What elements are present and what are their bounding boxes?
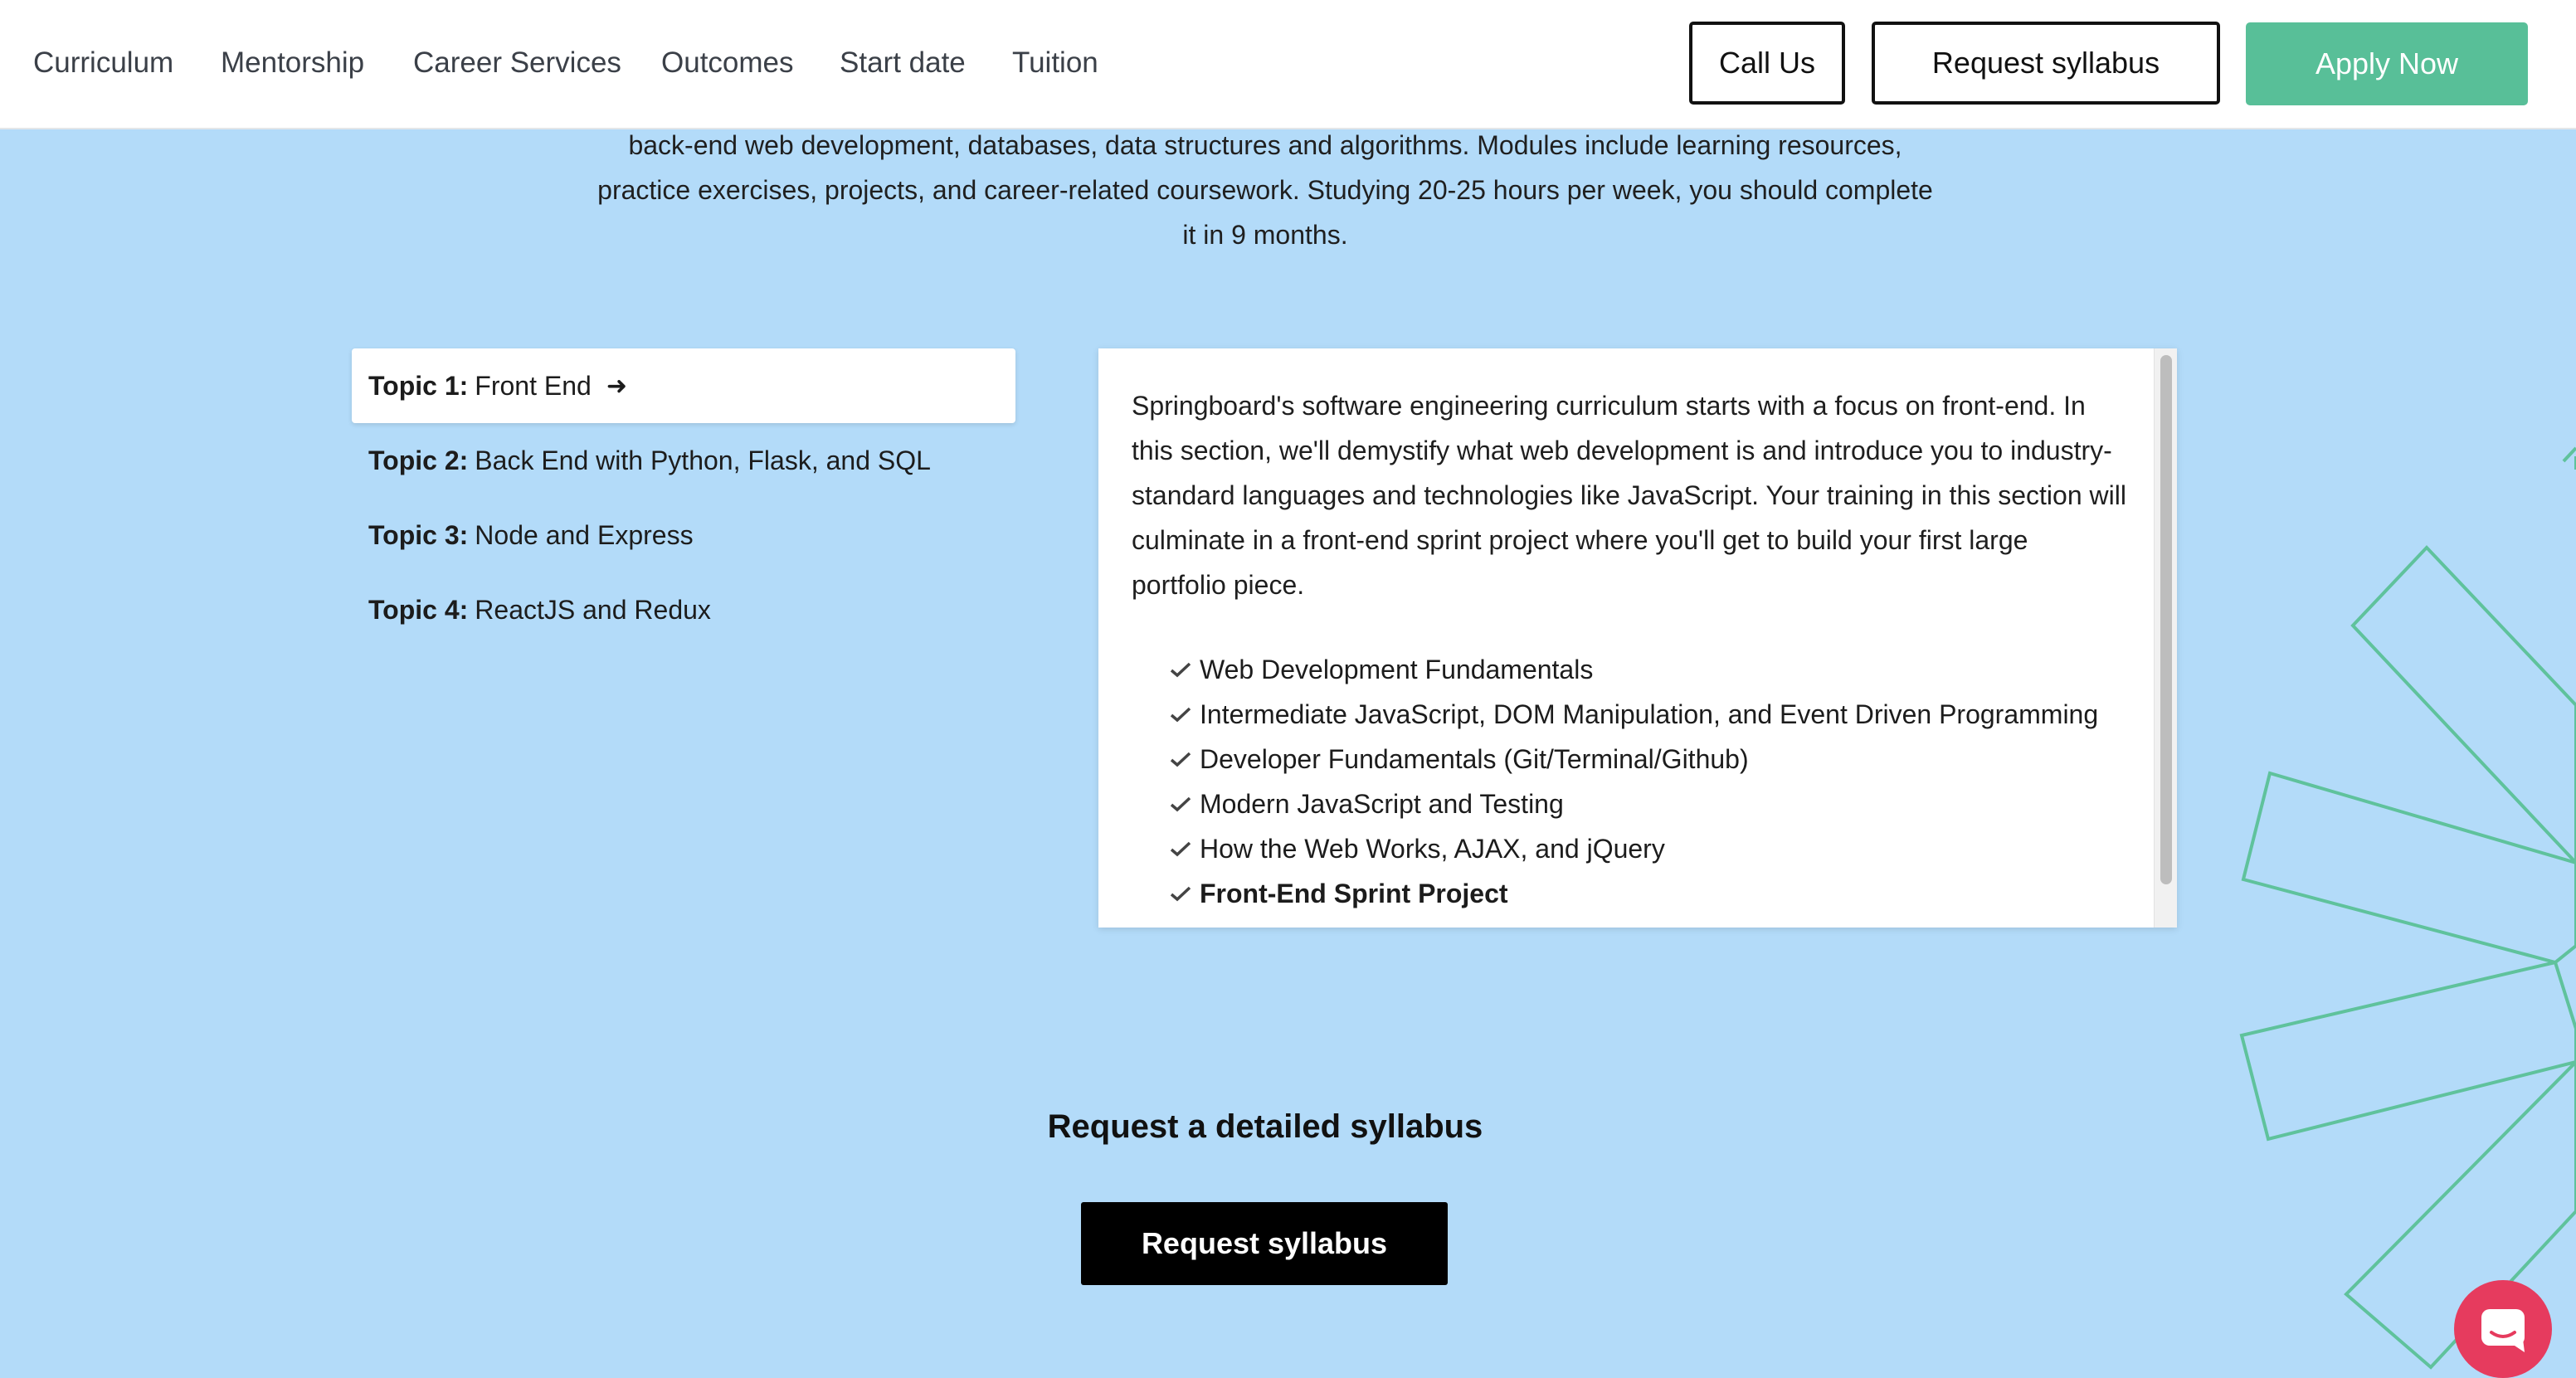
intro-line: it in 9 months. — [1182, 220, 1348, 250]
curriculum-intro — [597, 123, 1933, 257]
topic-tab-node-express[interactable] — [352, 498, 1015, 572]
intro-line: practice exercises, projects, and career-related coursework. Studying 20-25 hours per week, you should complete — [597, 175, 1933, 205]
topic-content-panel — [1098, 348, 2177, 928]
topic-number: Topic 2: — [368, 445, 469, 475]
topic-tab-back-end[interactable] — [352, 423, 1015, 498]
module-list — [1170, 647, 2098, 916]
apply-now-button[interactable]: Apply Now — [2246, 22, 2528, 105]
module-label: Developer Fundamentals (Git/Terminal/Github) — [1200, 744, 1749, 774]
nav-link-start-date[interactable]: Start date — [840, 46, 966, 79]
nav-link-outcomes[interactable]: Outcomes — [661, 46, 794, 79]
check-icon — [1170, 840, 1191, 857]
nav-link-tuition[interactable]: Tuition — [1012, 46, 1098, 79]
topic-number: Topic 4: — [368, 594, 469, 625]
check-icon — [1170, 885, 1191, 902]
intro-line: back-end web development, databases, data structures and algorithms. Modules include learning resources, — [628, 130, 1902, 160]
module-item — [1170, 826, 2098, 871]
topic-title: Front End — [475, 370, 592, 401]
nav-link-career-services[interactable]: Career Services — [413, 46, 621, 79]
top-nav — [0, 0, 2576, 129]
module-label: Intermediate JavaScript, DOM Manipulation, and Event Driven Programming — [1200, 699, 2099, 729]
module-label: Modern JavaScript and Testing — [1200, 789, 1564, 819]
module-label: Web Development Fundamentals — [1200, 655, 1594, 684]
module-item — [1170, 647, 2098, 692]
topic-title: Node and Express — [475, 519, 694, 550]
topic-title: ReactJS and Redux — [475, 594, 711, 625]
module-item — [1170, 871, 2098, 916]
request-syllabus-nav-button[interactable]: Request syllabus — [1872, 22, 2220, 105]
module-label: Front-End Sprint Project — [1200, 879, 1508, 908]
request-syllabus-button[interactable]: Request syllabus — [1081, 1202, 1448, 1285]
topic-tab-react-redux[interactable] — [352, 572, 1015, 647]
topic-number: Topic 3: — [368, 519, 469, 550]
chat-icon — [2478, 1306, 2528, 1352]
check-icon — [1170, 796, 1191, 812]
module-item — [1170, 692, 2098, 737]
check-icon — [1170, 661, 1191, 678]
nav-link-mentorship[interactable]: Mentorship — [221, 46, 365, 79]
syllabus-heading: Request a detailed syllabus — [1047, 1108, 1483, 1145]
topic-number: Topic 1: — [368, 370, 469, 401]
check-icon — [1170, 706, 1191, 723]
module-item — [1170, 737, 2098, 782]
chat-launcher-button[interactable] — [2454, 1280, 2552, 1378]
call-us-button[interactable]: Call Us — [1689, 22, 1845, 105]
panel-scrollbar[interactable] — [2154, 348, 2177, 928]
topic-title: Back End with Python, Flask, and SQL — [475, 445, 931, 475]
arrow-right-icon: ➜ — [606, 372, 627, 400]
scrollbar-thumb[interactable] — [2160, 355, 2172, 884]
decorative-star-graphic — [2207, 431, 2576, 1377]
check-icon — [1170, 751, 1191, 767]
topic-description: Springboard's software engineering curriculum starts with a focus on front-end. In this section, we'll demystify what web development is and introduce you to industry-standard languages and technologies like JavaScript. Your training in this section will culminate in a front-end sprint project where you'll get to build your first large portfolio piece. — [1132, 391, 2126, 600]
topic-tab-front-end[interactable] — [352, 348, 1015, 423]
module-item — [1170, 782, 2098, 826]
nav-link-curriculum[interactable]: Curriculum — [33, 46, 174, 79]
module-label: How the Web Works, AJAX, and jQuery — [1200, 834, 1665, 864]
